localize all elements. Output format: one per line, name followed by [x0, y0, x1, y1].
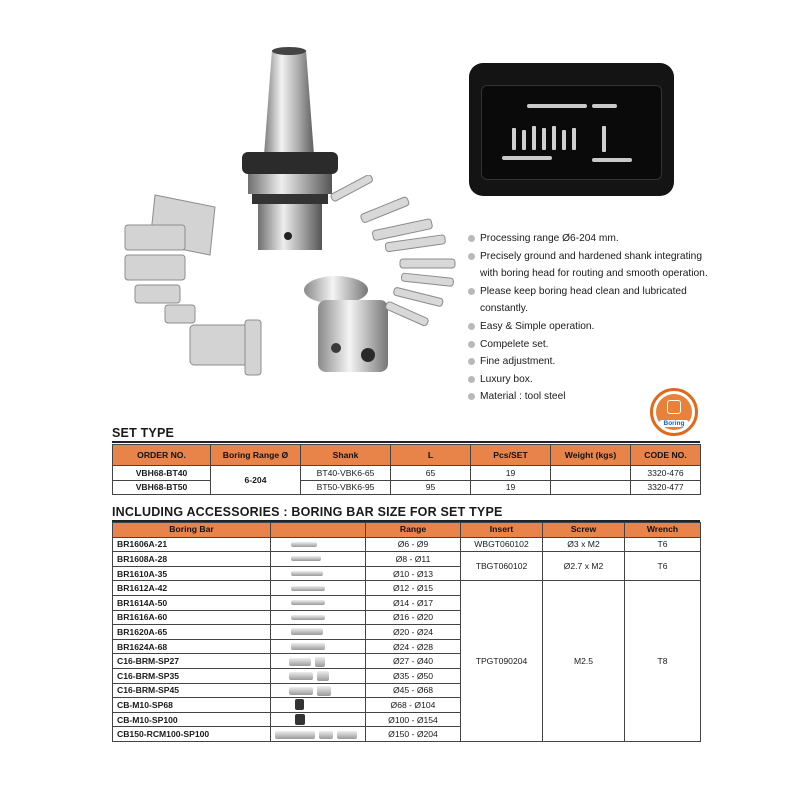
shank: BT50-VBK6-95	[301, 480, 391, 495]
bar-name: BR1606A-21	[113, 537, 271, 552]
header-boring-bar: Boring Bar	[113, 523, 271, 538]
header-boring-range: Boring Range Ø	[211, 445, 301, 466]
set-type-title: SET TYPE	[112, 426, 175, 440]
feature-item: Fine adjustment.	[468, 353, 708, 371]
bar-image	[271, 712, 366, 727]
header-pcs-set: Pcs/SET	[471, 445, 551, 466]
header-wrench: Wrench	[625, 523, 701, 538]
bar-range: Ø35 - Ø50	[366, 668, 461, 683]
length: 95	[391, 480, 471, 495]
feature-item: Processing range Ø6-204 mm.	[468, 230, 708, 248]
header-image	[271, 523, 366, 538]
feature-item: Material : tool steel	[468, 388, 708, 406]
bar-range: Ø68 - Ø104	[366, 698, 461, 713]
table-row	[113, 552, 701, 567]
insert: TPGT090204	[461, 581, 543, 742]
bar-name: BR1614A-50	[113, 595, 271, 610]
bar-image	[271, 668, 366, 683]
bar-range: Ø12 - Ø15	[366, 581, 461, 596]
header-order-no: ORDER NO.	[113, 445, 211, 466]
boring-badge-icon	[650, 388, 698, 436]
feature-item: Precisely ground and hardened shank integrating with boring head for routing and smooth operation.	[468, 248, 708, 283]
bar-name: CB-M10-SP100	[113, 712, 271, 727]
screw: Ø3 x M2	[543, 537, 625, 552]
bar-name: CB150-RCM100-SP100	[113, 727, 271, 742]
bar-name: CB-M10-SP68	[113, 698, 271, 713]
bar-range: Ø6 - Ø9	[366, 537, 461, 552]
bar-image	[271, 595, 366, 610]
code-no: 3320-476	[631, 466, 701, 481]
weight	[551, 480, 631, 495]
set-type-divider	[112, 441, 700, 443]
bar-name: BR1616A-60	[113, 610, 271, 625]
bar-image	[271, 654, 366, 669]
pcs-set: 19	[471, 480, 551, 495]
bar-range: Ø16 - Ø20	[366, 610, 461, 625]
bar-range: Ø45 - Ø68	[366, 683, 461, 698]
bar-image	[271, 537, 366, 552]
wrench: T8	[625, 581, 701, 742]
bar-image	[271, 727, 366, 742]
boring-range: 6-204	[211, 466, 301, 495]
bar-range: Ø100 - Ø154	[366, 712, 461, 727]
feature-item: Compelete set.	[468, 336, 708, 354]
bar-range: Ø24 - Ø28	[366, 639, 461, 654]
bar-name: BR1624A-68	[113, 639, 271, 654]
length: 65	[391, 466, 471, 481]
bar-name: BR1610A-35	[113, 566, 271, 581]
accessories-title: INCLUDING ACCESSORIES : BORING BAR SIZE FOR SET TYPE	[112, 505, 503, 519]
accessories-header-row	[113, 523, 701, 538]
badge-label: Boring	[659, 420, 689, 427]
code-no: 3320-477	[631, 480, 701, 495]
feature-item: Please keep boring head clean and lubricated constantly.	[468, 283, 708, 318]
bar-image	[271, 552, 366, 567]
shank: BT40-VBK6-65	[301, 466, 391, 481]
table-row	[113, 466, 701, 481]
bar-range: Ø14 - Ø17	[366, 595, 461, 610]
feature-item: Easy & Simple operation.	[468, 318, 708, 336]
header-l: L	[391, 445, 471, 466]
header-insert: Insert	[461, 523, 543, 538]
bar-name: C16-BRM-SP45	[113, 683, 271, 698]
insert: TBGT060102	[461, 552, 543, 581]
table-row	[113, 581, 701, 596]
bar-range: Ø20 - Ø24	[366, 625, 461, 640]
header-range: Range	[366, 523, 461, 538]
bar-range: Ø8 - Ø11	[366, 552, 461, 567]
wrench: T6	[625, 552, 701, 581]
bar-name: BR1612A-42	[113, 581, 271, 596]
bar-image	[271, 581, 366, 596]
accessories-table	[112, 522, 701, 742]
feature-list	[468, 230, 708, 406]
header-shank: Shank	[301, 445, 391, 466]
table-row	[113, 480, 701, 495]
bar-image	[271, 610, 366, 625]
box-lining	[481, 85, 662, 180]
bar-image	[271, 683, 366, 698]
weight	[551, 466, 631, 481]
bar-name: BR1620A-65	[113, 625, 271, 640]
feature-item: Luxury box.	[468, 371, 708, 389]
bar-name: C16-BRM-SP35	[113, 668, 271, 683]
accessory-blocks-image	[115, 185, 265, 385]
luxury-box-image	[469, 63, 674, 196]
header-code-no: CODE NO.	[631, 445, 701, 466]
bar-name: BR1608A-28	[113, 552, 271, 567]
boring-bars-image	[330, 175, 460, 335]
insert: WBGT060102	[461, 537, 543, 552]
order-no: VBH68-BT40	[113, 466, 211, 481]
bar-range: Ø10 - Ø13	[366, 566, 461, 581]
set-type-table	[112, 444, 701, 495]
screw: M2.5	[543, 581, 625, 742]
bar-image	[271, 625, 366, 640]
header-weight: Weight (kgs)	[551, 445, 631, 466]
table-row	[113, 537, 701, 552]
bar-image	[271, 698, 366, 713]
bar-name: C16-BRM-SP27	[113, 654, 271, 669]
set-type-header-row	[113, 445, 701, 466]
tool-holder-image	[258, 45, 320, 155]
screw: Ø2.7 x M2	[543, 552, 625, 581]
wrench: T6	[625, 537, 701, 552]
bar-image	[271, 639, 366, 654]
bar-range: Ø27 - Ø40	[366, 654, 461, 669]
pcs-set: 19	[471, 466, 551, 481]
order-no: VBH68-BT50	[113, 480, 211, 495]
bar-image	[271, 566, 366, 581]
header-screw: Screw	[543, 523, 625, 538]
bar-range: Ø150 - Ø204	[366, 727, 461, 742]
